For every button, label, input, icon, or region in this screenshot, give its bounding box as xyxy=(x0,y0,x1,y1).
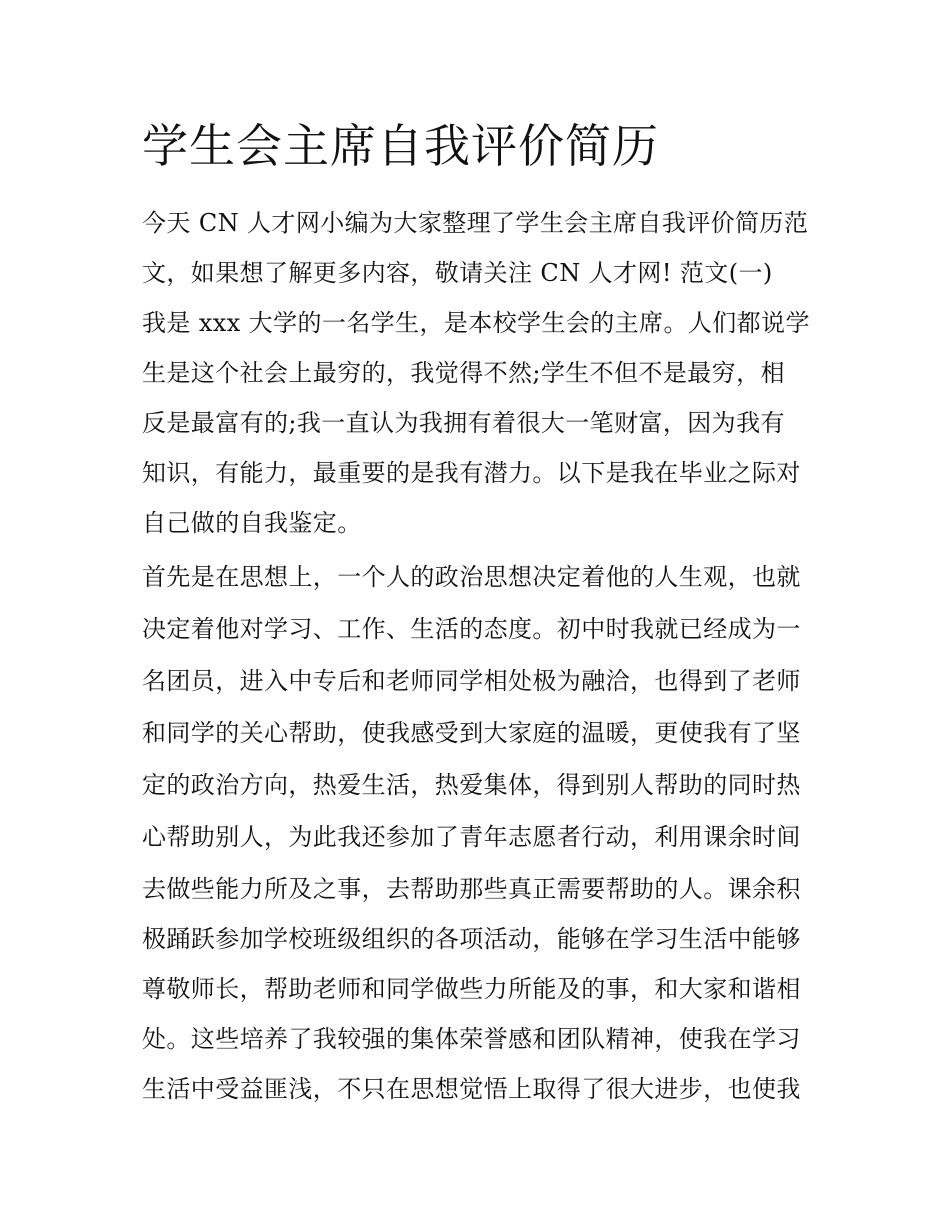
body-line: 我是 xxx 大学的一名学生，是本校学生会的主席。人们都说学 xyxy=(142,309,810,337)
body-line: 尊敬师长，帮助老师和同学做些力所能及的事，和大家和谐相 xyxy=(142,975,801,1003)
body-line: 反是最富有的;我一直认为我拥有着很大一笔财富，因为我有 xyxy=(142,409,785,437)
body-line: 生是这个社会上最穷的，我觉得不然;学生不但不是最穷，相 xyxy=(142,359,785,387)
body-line: 心帮助别人，为此我还参加了青年志愿者行动，利用课余时间 xyxy=(142,823,801,851)
body-line: 和同学的关心帮助，使我感受到大家庭的温暖，更使我有了坚 xyxy=(142,719,801,747)
body-line: 决定着他对学习、工作、生活的态度。初中时我就已经成为一 xyxy=(142,615,801,643)
body-line: 生活中受益匪浅，不只在思想觉悟上取得了很大进步，也使我 xyxy=(142,1075,801,1103)
body-line: 知识，有能力，最重要的是我有潜力。以下是我在毕业之际对 xyxy=(142,459,801,487)
body-line: 今天 CN 人才网小编为大家整理了学生会主席自我评价简历范 xyxy=(142,209,809,237)
body-line: 名团员，进入中专后和老师同学相处极为融洽，也得到了老师 xyxy=(142,667,801,695)
body-line: 定的政治方向，热爱生活，热爱集体，得到别人帮助的同时热 xyxy=(142,771,801,799)
body-line: 去做些能力所及之事，去帮助那些真正需要帮助的人。课余积 xyxy=(142,875,801,903)
body-line: 文，如果想了解更多内容，敬请关注 CN 人才网! 范文(一) xyxy=(142,259,773,287)
body-line: 极踊跃参加学校班级组织的各项活动，能够在学习生活中能够 xyxy=(142,925,801,953)
document-title: 学生会主席自我评价简历 xyxy=(142,119,659,173)
body-line: 处。这些培养了我较强的集体荣誉感和团队精神，使我在学习 xyxy=(142,1025,801,1053)
body-line: 首先是在思想上，一个人的政治思想决定着他的人生观，也就 xyxy=(142,563,801,591)
body-line: 自己做的自我鉴定。 xyxy=(142,509,362,537)
